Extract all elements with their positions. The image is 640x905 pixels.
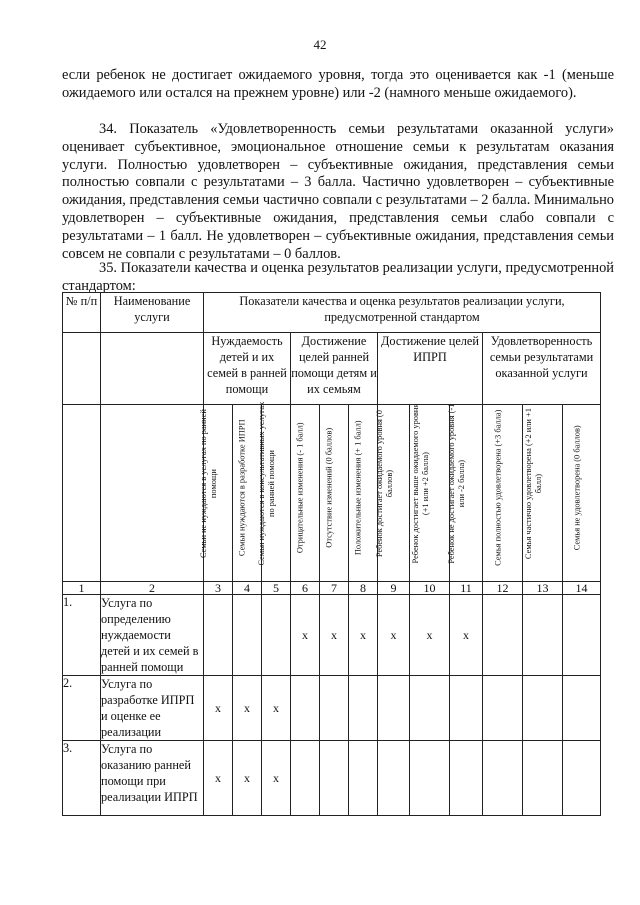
mark-cell	[291, 741, 320, 816]
mark-cell	[523, 741, 563, 816]
vertical-label: Отсутствие изменений (0 баллов)	[324, 428, 334, 549]
vertical-label: Ребенок не достигает ожидаемого уровня (-1 или -2 балла)	[446, 403, 466, 564]
mark-cell	[349, 676, 378, 741]
vertical-label: Семья не удовлетворена (0 баллов)	[571, 425, 581, 551]
mark-cell: x	[204, 676, 233, 741]
group-early-help-goals: Достижение целей ранней помощи детям и их семьям	[291, 333, 378, 405]
vertical-label-cell	[483, 405, 523, 582]
mark-cell	[410, 741, 450, 816]
paragraph-34-text: 34. Показатель «Удовлетворенность семьи результатами оказанной услуги» оценивает субъективное, эмоциональное отношение семьи к результатам оказания услуги. Полностью удовлетворен – субъективные ожидания, представления семьи полностью совпали с результатами – 3 балла. Частично удовлетворен – субъективные ожидания, представления семьи частично совпали с результатами – 2 балла. Минимально удовлетворен – субъективные ожидания, представления семьи слабо совпали с результатами – 1 балл. Не удовлетворен – субъективные ожидания, представления семьи совсем не совпали с результатами – 0 баллов.	[62, 121, 614, 262]
column-number: 12	[483, 582, 523, 595]
vertical-label-cell	[446, 403, 483, 582]
vertical-label: Ребенок достигает ожидаемого уровня (0 баллов)	[374, 409, 393, 557]
column-number: 7	[320, 582, 349, 595]
empty-cell	[63, 333, 101, 405]
empty-cell	[101, 333, 204, 405]
mark-cell	[262, 595, 291, 676]
mark-cell	[523, 676, 563, 741]
column-number: 3	[204, 582, 233, 595]
mark-cell	[483, 676, 523, 741]
column-number: 9	[378, 582, 410, 595]
column-number: 13	[523, 582, 563, 595]
group-need: Нуждаемость детей и их семей в ранней помощи	[204, 333, 291, 405]
column-number: 2	[101, 582, 204, 595]
mark-cell	[291, 676, 320, 741]
col-name-header: Наименование услуги	[101, 293, 204, 333]
mark-cell: x	[262, 741, 291, 816]
column-number: 8	[349, 582, 378, 595]
vertical-label-cell	[198, 405, 233, 582]
mark-cell	[410, 676, 450, 741]
mark-cell	[450, 676, 483, 741]
service-name: Услуга по определению нуждаемости детей и их семей в ранней помощи	[101, 595, 204, 676]
mark-cell	[563, 676, 601, 741]
row-number: 2.	[63, 676, 101, 741]
mark-cell: x	[410, 595, 450, 676]
column-number: 5	[262, 582, 291, 595]
vertical-label-cell	[374, 405, 410, 582]
service-name: Услуга по разработке ИПРП и оценке ее реализации	[101, 676, 204, 741]
service-name: Услуга по оказанию ранней помощи при реализации ИПРП	[101, 741, 204, 816]
vertical-label: Семьи не нуждаются в услугах по ранней помощи	[198, 408, 218, 558]
mark-cell	[320, 676, 349, 741]
column-number: 4	[233, 582, 262, 595]
vertical-label-cell	[320, 405, 349, 582]
mark-cell	[523, 595, 563, 676]
empty-cell	[101, 405, 204, 582]
vertical-label: Ребенок достигает выше ожидаемого уровня (+1 или +2 балла)	[410, 403, 429, 564]
mark-cell	[483, 741, 523, 816]
column-number: 10	[410, 582, 450, 595]
table-vertical-labels-row	[63, 405, 601, 582]
mark-cell: x	[349, 595, 378, 676]
table-group-row	[63, 333, 601, 405]
column-number: 6	[291, 582, 320, 595]
paragraph-continuation	[62, 67, 614, 103]
vertical-label-cell	[349, 405, 378, 582]
paragraph-top-text: если ребенок не достигает ожидаемого уровня, тогда это оценивается как -1 (меньше ожидаемого или остался на прежнем уровне) или -2 (намного меньше ожидаемого).	[62, 67, 614, 101]
mark-cell: x	[291, 595, 320, 676]
vertical-label-cell	[523, 405, 563, 582]
vertical-label: Семьи нуждаются в консультативных услугах по ранней помощи	[256, 401, 276, 566]
vertical-label: Семья полностью удовлетворена (+3 балла)	[492, 410, 502, 567]
mark-cell: x	[233, 741, 262, 816]
row-number: 1.	[63, 595, 101, 676]
vertical-label: Отрицательные изменения (- 1 балл)	[295, 422, 305, 554]
column-numbers-row	[63, 582, 601, 595]
mark-cell	[378, 741, 410, 816]
paragraph-35	[62, 260, 614, 296]
vertical-label-cell	[291, 405, 320, 582]
table-row	[63, 595, 601, 676]
mark-cell	[378, 676, 410, 741]
column-number: 11	[450, 582, 483, 595]
mark-cell: x	[204, 741, 233, 816]
group-iprp-goals: Достижение целей ИПРП	[378, 333, 483, 405]
mark-cell	[320, 741, 349, 816]
indicators-header: Показатели качества и оценка результатов реализации услуги, предусмотренной стандартом	[204, 293, 601, 333]
mark-cell: x	[320, 595, 349, 676]
vertical-label-cell	[256, 401, 291, 582]
paragraph-35-text: 35. Показатели качества и оценка результатов реализации услуги, предусмотренной стандартом:	[62, 260, 614, 294]
quality-indicators-table	[62, 292, 601, 816]
col-no-header: № п/п	[63, 293, 101, 333]
vertical-label-cell	[410, 405, 450, 582]
vertical-label: Семьи нуждаются в разработке ИПРП	[237, 419, 247, 557]
mark-cell	[233, 595, 262, 676]
row-number: 3.	[63, 741, 101, 816]
table-row	[63, 676, 601, 741]
paragraph-34	[62, 121, 614, 263]
column-number: 14	[563, 582, 601, 595]
mark-cell: x	[262, 676, 291, 741]
mark-cell	[483, 595, 523, 676]
mark-cell	[204, 595, 233, 676]
mark-cell: x	[450, 595, 483, 676]
empty-cell	[63, 405, 101, 582]
mark-cell	[563, 595, 601, 676]
mark-cell	[563, 741, 601, 816]
mark-cell	[349, 741, 378, 816]
vertical-label-cell	[563, 405, 601, 582]
table-header-row	[63, 293, 601, 333]
mark-cell: x	[378, 595, 410, 676]
table-row	[63, 741, 601, 816]
mark-cell	[450, 741, 483, 816]
column-number: 1	[63, 582, 101, 595]
mark-cell: x	[233, 676, 262, 741]
vertical-label: Семья частично удовлетворена (+2 или +1 балл)	[523, 407, 542, 559]
page-number: 42	[313, 37, 327, 52]
group-satisfaction: Удовлетворенность семьи результатами оказанной услуги	[483, 333, 601, 405]
vertical-label: Положительные изменения (+ 1 балл)	[353, 420, 363, 556]
